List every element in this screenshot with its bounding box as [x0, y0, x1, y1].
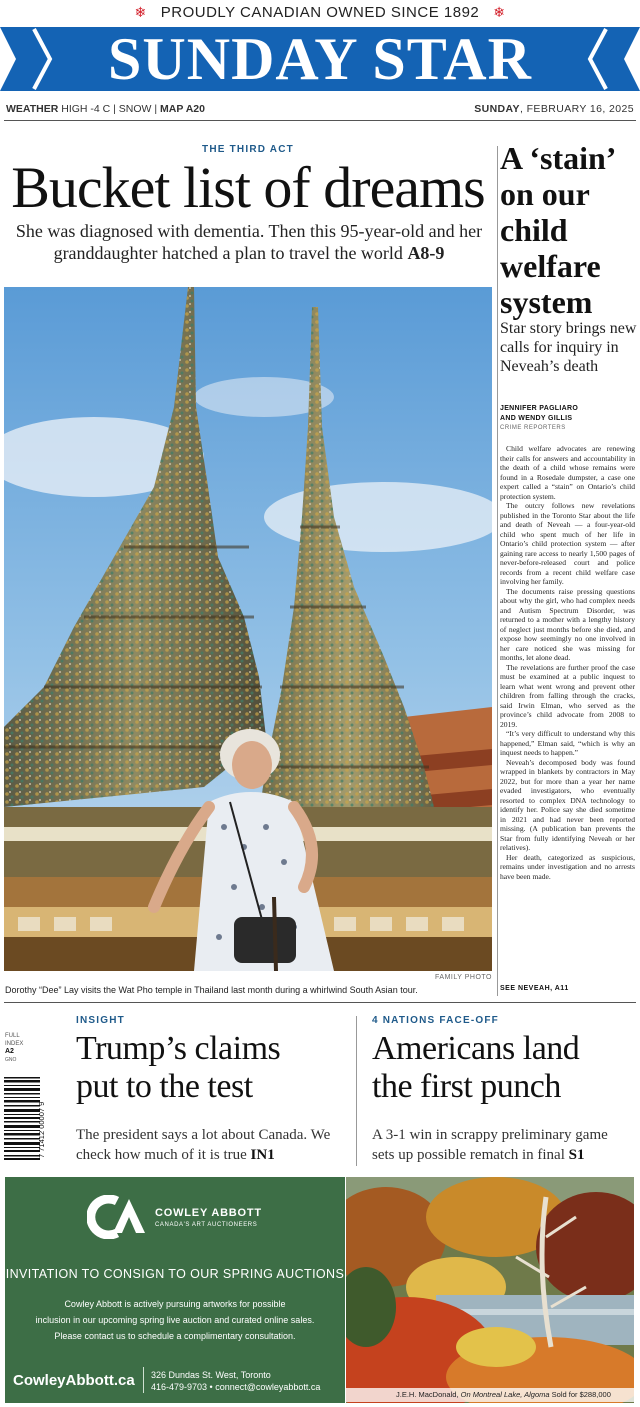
barcode-icon — [4, 1075, 40, 1161]
maple-leaf-icon: ❄ — [134, 4, 147, 20]
byline-author-2: AND WENDY GILLIS — [500, 415, 573, 422]
ad-contact — [151, 1369, 320, 1393]
ad-separator — [143, 1367, 144, 1393]
teaser-ref-link[interactable]: IN1 — [250, 1147, 275, 1163]
teaser-headline-line: put to the test — [76, 1068, 253, 1105]
teaser-deck-trump — [76, 1125, 352, 1165]
teaser-kicker-hockey[interactable]: 4 NATIONS FACE-OFF — [372, 1015, 499, 1026]
side-deck: Star story brings new calls for inquiry in Neveah’s death — [500, 320, 637, 375]
weather-label: WEATHER — [6, 103, 59, 115]
teaser-ref-link[interactable]: S1 — [568, 1147, 585, 1163]
body-paragraph: The revelations are further proof the case must be examined at a public inquest to learn what went wrong and prevent other children from falling through the cracks, said Irwin Elman, who served as the province’s child advocate from 2008 to 2019. — [500, 662, 635, 729]
lead-headline[interactable]: Bucket list of dreams — [11, 155, 485, 220]
body-paragraph: Neveah’s decomposed body was found wrapped in blankets by contractors in May 2022, but for more than a year her name evaded investigators, who eventually resorted to complex DNA technology to identify her. Police say she died sometime in 2021 and had never been reported missing. (A publication ban prevents the Star from fully identifying Neveah or her relatives). — [500, 757, 635, 852]
index-page: A2 — [5, 1048, 14, 1055]
teaser-headline-line: the first punch — [372, 1068, 561, 1105]
index-line: INDEX — [5, 1041, 24, 1047]
body-paragraph: The outcry follows new revelations published in the Toronto Star about the life and death of Neveah — a four-year-old child who spent much of her life in Ontario’s child protection system — after gaining rare access to nearly 1,500 pages of never-before-released court and police records from a recent child welfare case involving her family. — [500, 501, 635, 586]
continued-ref-link[interactable]: SEE NEVEAH, A11 — [500, 985, 569, 992]
ad-address: 326 Dundas St. West, Toronto — [151, 1370, 271, 1380]
index-line: GNO — [5, 1057, 17, 1063]
masthead-divider — [4, 120, 636, 121]
lead-deck — [14, 220, 484, 264]
painting-title: On Montreal Lake, Algoma — [460, 1390, 550, 1399]
cowley-abbott-logo-icon — [87, 1195, 151, 1239]
section-divider — [4, 1002, 636, 1003]
barcode-number — [36, 1074, 46, 1160]
barcode-number-text: 7 71412 00007 9 — [37, 1101, 46, 1158]
ad-painting — [346, 1177, 634, 1403]
issue-day: SUNDAY — [474, 103, 520, 115]
maple-leaf-icon: ❄ — [493, 4, 506, 20]
teaser-headline-line: Americans land — [372, 1030, 580, 1067]
lead-deck-text: She was diagnosed with dementia. Then this 95-year-old and her granddaughter hatched a plan to travel the world — [15, 221, 483, 263]
teaser-headline-trump[interactable] — [76, 1030, 346, 1106]
byline-author-1: JENNIFER PAGLIARO — [500, 405, 579, 412]
lead-deck-ref[interactable]: A8-9 — [407, 243, 445, 263]
column-divider — [497, 146, 498, 996]
index-box[interactable] — [5, 1032, 55, 1064]
lead-caption: Dorothy “Dee” Lay visits the Wat Pho temple in Thailand last month during a whirlwind South Asian tour. — [5, 985, 418, 995]
byline — [500, 404, 636, 424]
body-paragraph: Her death, categorized as suspicious, remains under investigation and no arrests have been made. — [500, 852, 635, 881]
ad-body-line: Please contact us to schedule a complimentary consultation. — [54, 1331, 296, 1341]
weather-map-link[interactable]: MAP A20 — [160, 103, 205, 115]
painting-caption — [346, 1388, 634, 1402]
teaser-divider — [356, 1016, 357, 1166]
photo-credit: FAMILY PHOTO — [435, 974, 492, 981]
painting-sale: Sold for $288,000 — [551, 1390, 611, 1399]
weather-text: HIGH -4 C | SNOW | — [61, 103, 158, 115]
ad-website-link[interactable]: CowleyAbbott.ca — [13, 1372, 135, 1389]
index-line: FULL — [5, 1033, 20, 1039]
teaser-deck-text: The president says a lot about Canada. We check how much of it is true — [76, 1127, 331, 1163]
masthead-tagline: PROUDLY CANADIAN OWNED SINCE 1892 — [160, 4, 480, 21]
body-paragraph: Child welfare advocates are renewing their calls for answers and accountability in the death of a child whose remains were found in a Rosedale dumpster, a case one expert called a “stain” on Ontario’s child protection system. — [500, 444, 635, 501]
lead-kicker[interactable]: THE THIRD ACT — [202, 144, 294, 155]
lead-photo[interactable] — [4, 287, 492, 971]
masthead-title[interactable]: SUNDAY STAR — [108, 26, 532, 92]
masthead-tagline-bar — [0, 0, 640, 24]
painting-artist: J.E.H. MacDonald, — [396, 1390, 459, 1399]
teaser-headline-line: Trump’s claims — [76, 1030, 281, 1067]
side-body — [500, 444, 635, 881]
body-paragraph: “It’s very difficult to understand why this happened,” Elman said, “which is why an inquest needs to happen.” — [500, 729, 635, 757]
side-headline[interactable]: A ‘stain’ on our child welfare system — [500, 140, 615, 320]
teaser-deck-text: A 3-1 win in scrappy preliminary game sets up possible rematch in final — [372, 1127, 608, 1163]
issue-date: , FEBRUARY 16, 2025 — [519, 103, 634, 115]
info-bar — [6, 101, 634, 119]
ad-tagline: CANADA'S ART AUCTIONEERS — [155, 1222, 258, 1228]
ad-body-line: Cowley Abbott is actively pursuing artworks for possible — [64, 1299, 286, 1309]
teaser-headline-hockey[interactable] — [372, 1030, 634, 1106]
ad-phone-email[interactable]: 416-479-9703 • connect@cowleyabbott.ca — [151, 1382, 321, 1392]
ad-brand: COWLEY ABBOTT — [155, 1207, 262, 1219]
advertisement[interactable] — [5, 1177, 345, 1403]
teaser-kicker-insight[interactable]: INSIGHT — [76, 1015, 125, 1026]
ad-invite: INVITATION TO CONSIGN TO OUR SPRING AUCTIONS — [5, 1267, 345, 1281]
ad-body-line: inclusion in our upcoming spring live auction and curated online sales. — [35, 1315, 315, 1325]
body-paragraph: The documents raise pressing questions about why the girl, who had complex needs and Autism Spectrum Disorder, was returned to a mother with a lengthy history of neglect just months before she died, and expose how seemingly no one involved in her care noticed she was missing for months, let alone dead. — [500, 586, 635, 662]
byline-role: CRIME REPORTERS — [500, 425, 566, 431]
teaser-deck-hockey — [372, 1125, 634, 1165]
